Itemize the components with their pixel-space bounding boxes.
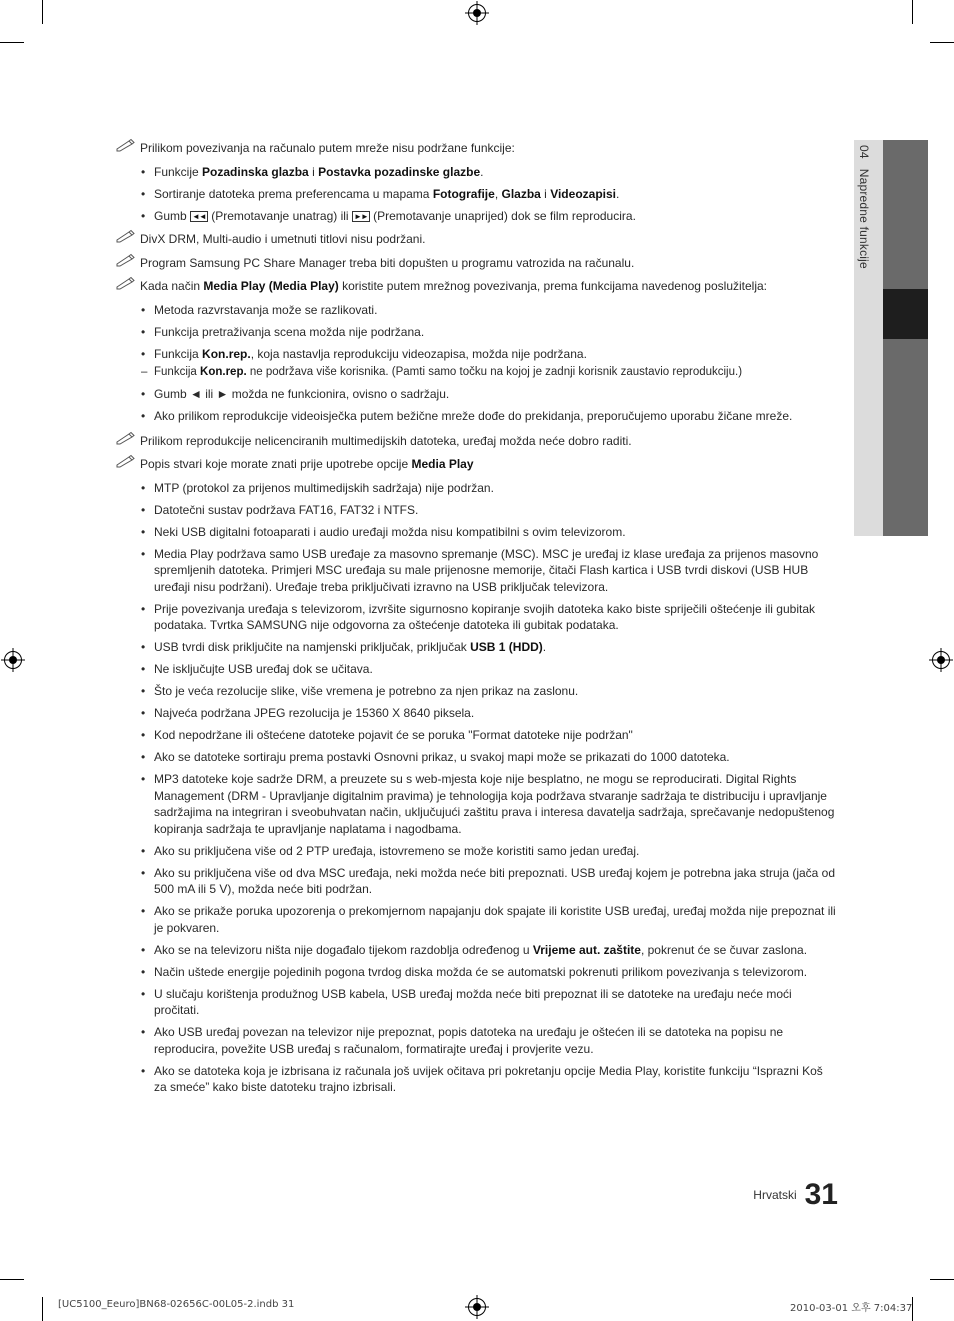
- list-item: • Gumb ◄◄ (Premotavanje unatrag) ili ►► (Premotavanje unaprijed) dok se film reproducira.: [141, 208, 636, 223]
- bullet: •: [141, 728, 146, 742]
- list-item: • Najveća podržana JPEG rezolucija je 15360 X 8640 piksela.: [141, 706, 475, 720]
- bullet: •: [141, 186, 146, 201]
- registration-mark-icon: [932, 651, 950, 669]
- list-item: • Ako su priključena više od 2 PTP uređaja, istovremeno se može koristiti samo jedan uređaj.: [141, 843, 640, 858]
- bullet: •: [141, 1063, 146, 1078]
- list-item: • Prije povezivanja uređaja s televizorom, izvršite sigurnosno kopiranje svojih datoteka kako biste spriječili oštećenje ili gubitak podataka. Tvrtka SAMSUNG nije odgovorna za oštećenje datoteka ili gubitak podataka.: [141, 601, 815, 632]
- list-item: • Ako se na televizoru ništa nije događalo tijekom razdoblja određenog u Vrijeme aut. zaštite, pokrenut će se čuvar zaslona.: [141, 942, 808, 957]
- pencil-note-icon: [116, 431, 136, 445]
- bullet: •: [141, 409, 146, 423]
- list-item: • MTP (protokol za prijenos multimedijskih sadržaja) nije podržan.: [141, 480, 494, 495]
- crop-mark: [0, 42, 24, 43]
- bullet: •: [141, 502, 146, 517]
- chapter-tab-bar: [883, 339, 928, 536]
- crop-mark: [930, 1279, 954, 1280]
- page-footer: [753, 1178, 838, 1212]
- rewind-button-icon: ◄◄: [192, 211, 206, 221]
- note-text: Prilikom reprodukcije nelicenciranih multimedijskih datoteka, uređaj možda neće dobro raditi.: [140, 433, 632, 448]
- crop-mark: [0, 1279, 24, 1280]
- list-item: • Ako prilikom reprodukcije videoisječka putem bežične mreže dođe do prekidanja, preporučujemo uporabu žičane mreže.: [141, 409, 793, 423]
- list-item: • Datotečni sustav podržava FAT16, FAT32 i NTFS.: [141, 502, 419, 517]
- pencil-note-icon: [116, 229, 136, 243]
- note-text: Program Samsung PC Share Manager treba biti dopušten u programu vatrozida na računalu.: [140, 255, 635, 270]
- pencil-note-icon: [116, 276, 136, 290]
- list-item: • Ne isključujte USB uređaj dok se učitava.: [141, 662, 373, 676]
- bullet: •: [141, 772, 146, 786]
- note: [116, 231, 838, 248]
- bullet: •: [141, 480, 146, 495]
- crop-mark: [912, 0, 913, 24]
- list-item: • Funkcije Pozadinska glazba i Postavka pozadinske glazbe.: [141, 164, 484, 179]
- list-item: • Ako se datoteka koja je izbrisana iz računala još uvijek očitava pri pokretanju opcije Media Play, koristite funkciju “Isprazni Koš za smeće” kako biste datoteku trajno izbrisali.: [141, 1063, 823, 1094]
- bullet: •: [141, 865, 146, 880]
- sub-list-item: – Funkcija Kon.rep. ne podržava više korisnika. (Pamti samo točku na kojoj je zadnji korisnik zaustavio reprodukciju.): [116, 364, 838, 381]
- list-item: • Način uštede energije pojedinih pogona tvrdog diska možda će se automatski pokrenuti prilikom povezivanja s televizorom.: [141, 964, 808, 979]
- list-item: • Kod nepodržane ili oštećene datoteke pojavit će se poruka "Format datoteke nije podržan": [141, 728, 633, 742]
- bullet: •: [141, 1025, 146, 1039]
- note: Popis stvari koje morate znati prije upotrebe opcije Media Play: [116, 456, 838, 473]
- registration-mark-icon: [4, 651, 22, 669]
- list-item: • Što je veća rezolucije slike, više vremena je potrebno za njen prikaz na zaslonu.: [141, 684, 579, 698]
- page-content: [116, 140, 838, 1101]
- note-text: DivX DRM, Multi-audio i umetnuti titlovi nisu podržani.: [140, 232, 426, 246]
- pencil-note-icon: [116, 138, 136, 152]
- crop-mark: [930, 42, 954, 43]
- list-item: • Gumb ◄ ili ► možda ne funkcionira, ovisno o sadržaju.: [141, 387, 450, 401]
- bullet: •: [141, 346, 146, 361]
- list-item: • Media Play podržava samo USB uređaje za masovno spremanje (MSC). MSC je uređaj iz klase uređaja za prijenos masovno spremljenih datoteka. Primjeri MSC uređaja su male prijenosne memorije, čitači Flash kartica i USB tvrdi diskovi (USB HUB uređaji nisu podržani). Uređaje treba priključivati izravno na USB priključak televizora.: [141, 546, 819, 594]
- bullet: •: [141, 964, 146, 979]
- crop-mark: [42, 0, 43, 24]
- chapter-tab-bar: [883, 140, 928, 289]
- list-item: • Funkcija Kon.rep., koja nastavlja reprodukciju videozapisa, možda nije podržana.: [141, 346, 587, 361]
- chapter-tab-marker: [883, 289, 928, 339]
- bullet: •: [141, 904, 146, 918]
- list-item: • Sortiranje datoteka prema preferencama u mapama Fotografije, Glazba i Videozapisi.: [141, 186, 620, 201]
- list-item: • USB tvrdi disk priključite na namjenski priključak, priključak USB 1 (HDD).: [141, 640, 547, 654]
- bullet: •: [141, 524, 146, 539]
- bullet: •: [141, 662, 146, 676]
- note: Kada način Media Play (Media Play) koristite putem mrežnog povezivanja, prema funkcijama navedenog poslužitelja:: [116, 278, 838, 295]
- chapter-title: Napredne funkcije: [857, 168, 871, 269]
- list-item: • Neki USB digitalni fotoaparati i audio uređaji možda nisu kompatibilni s ovim televizorom.: [141, 524, 626, 539]
- list-item: • Ako se datoteke sortiraju prema postavki Osnovni prikaz, u svakoj mapi može se prikazati do 1000 datoteka.: [141, 750, 730, 764]
- bullet: •: [141, 324, 146, 339]
- note: [116, 433, 838, 450]
- note: [116, 140, 838, 157]
- chapter-number: 04: [857, 145, 871, 159]
- chapter-label: [857, 145, 871, 269]
- dash: –: [141, 366, 148, 378]
- bullet: •: [141, 750, 146, 764]
- bullet: •: [141, 546, 146, 561]
- list-item: • Ako se prikaže poruka upozorenja o prekomjernom napajanju dok spajate ili koristite USB uređaj, uređaj možda nije prepoznat ili je pokvaren.: [141, 904, 836, 935]
- note-text: Prilikom povezivanja na računalo putem mreže nisu podržane funkcije:: [140, 141, 515, 155]
- list-item: • Metoda razvrstavanja može se razlikovati.: [141, 302, 378, 317]
- list-item: • Ako USB uređaj povezan na televizor nije prepoznat, popis datoteka na uređaju je oštećen ili se datoteka na popisu ne reproducira, povežite USB uređaj s računalom, formatirajte uređaj i provjerite vezu.: [141, 1025, 784, 1056]
- bullet: •: [141, 208, 146, 223]
- bullet: •: [141, 942, 146, 957]
- imprint-datetime: 2010-03-01 오후 7:04:37: [790, 1303, 913, 1314]
- bullet: •: [141, 164, 146, 179]
- footer-language: Hrvatski: [753, 1188, 797, 1202]
- registration-mark-icon: [468, 1298, 486, 1316]
- page-number: 31: [804, 1178, 838, 1211]
- bullet: •: [141, 302, 146, 317]
- pencil-note-icon: [116, 454, 136, 468]
- bullet: •: [141, 986, 146, 1001]
- registration-mark-icon: [468, 4, 486, 22]
- list-item: • Funkcija pretraživanja scena možda nije podržana.: [141, 324, 425, 339]
- pencil-note-icon: [116, 253, 136, 267]
- imprint-file: [UC5100_Eeuro]BN68-02656C-00L05-2.indb 31: [58, 1299, 295, 1310]
- list-item: • Ako su priključena više od dva MSC uređaja, neki možda neće biti prepoznati. USB uređaj kojem je potrebna jaka struja (jača od 500 mA ili 5 V), možda neće biti podržan.: [141, 865, 836, 896]
- bullet: •: [141, 843, 146, 858]
- bullet: •: [141, 640, 146, 654]
- bullet: •: [141, 706, 146, 720]
- bullet: •: [141, 387, 146, 401]
- list-item: • U slučaju korištenja produžnog USB kabela, USB uređaj možda neće biti prepoznat ili se datoteke na uređaju neće moći pročitati.: [141, 986, 792, 1017]
- bullet: •: [141, 601, 146, 616]
- bullet: •: [141, 684, 146, 698]
- note: [116, 255, 838, 272]
- crop-mark: [42, 1297, 43, 1321]
- fast-forward-button-icon: ►►: [353, 211, 368, 221]
- list-item: • MP3 datoteke koje sadrže DRM, a preuzete su s web-mjesta koje nije besplatno, ne mogu se reproducirati. Digital Rights Management (DRM - Upravljanje digitalnim pravima) je tehnologija koja podržava stvaranje sadržaja te distribuciju i upravljanje sadržajima na integriran i sveobuhvatan način, uključujući zaštitu prava i interesa davatelja sadržaja, sprečavanje nedopuštenog kopiranja sadržaja te upravljanje naplatama i nagodbama.: [141, 772, 835, 836]
